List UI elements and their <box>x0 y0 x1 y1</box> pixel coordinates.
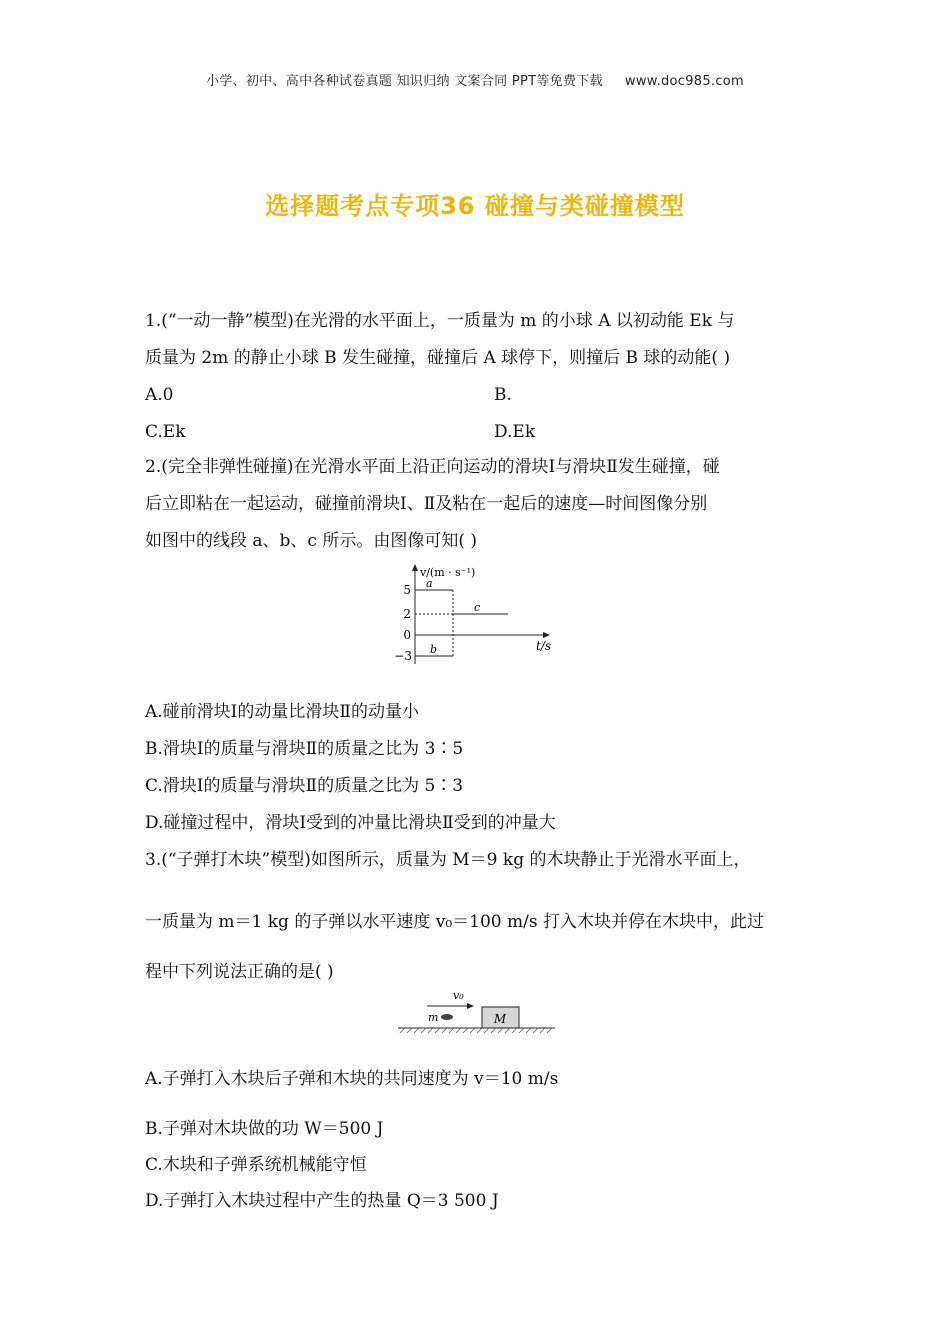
ground-hatch <box>400 1028 552 1033</box>
q3-option-c: C.木块和子弹系统机械能守恒 <box>145 1155 367 1175</box>
label-c: c <box>474 601 481 614</box>
q1-option-a: A.0 <box>145 385 174 405</box>
header-text: 小学、初中、高中各种试卷真题 知识归纳 文案合同 PPT等免费下载 <box>205 74 603 89</box>
bullet-mass-label: m <box>428 1011 439 1024</box>
header-site-link[interactable]: www.doc985.com <box>624 74 745 89</box>
q3-stem-line2: 一质量为 m＝1 kg 的子弹以水平速度 v₀＝100 m/s 打入木块并停在木块中，此过 <box>145 912 764 932</box>
q2-velocity-time-graph <box>390 562 570 672</box>
v0-label: v₀ <box>453 989 464 1002</box>
q3-bullet-block-figure <box>395 987 560 1037</box>
bullet <box>441 1014 453 1020</box>
block-mass-label: M <box>493 1012 507 1026</box>
q2-stem-line1: 2.(完全非弹性碰撞)在光滑水平面上沿正向运动的滑块Ⅰ与滑块Ⅱ发生碰撞，碰 <box>145 457 720 477</box>
q2-option-b: B.滑块Ⅰ的质量与滑块Ⅱ的质量之比为 3∶5 <box>145 739 464 759</box>
tick-2: 2 <box>403 607 411 621</box>
q3-option-d: D.子弹打入木块过程中产生的热量 Q＝3 500 J <box>145 1191 499 1211</box>
label-a: a <box>426 577 433 590</box>
q2-stem-line3: 如图中的线段 a、b、c 所示。由图像可知( ) <box>145 531 478 551</box>
q2-option-d: D.碰撞过程中，滑块Ⅰ受到的冲量比滑块Ⅱ受到的冲量大 <box>145 813 556 833</box>
y-axis-arrow <box>412 564 418 571</box>
q2-stem-line2: 后立即粘在一起运动，碰撞前滑块Ⅰ、Ⅱ及粘在一起后的速度—时间图像分别 <box>145 494 708 514</box>
q3-option-b: B.子弹对木块做的功 W＝500 J <box>145 1119 384 1139</box>
label-b: b <box>430 643 438 656</box>
q3-stem-line3: 程中下列说法正确的是( ) <box>145 962 334 982</box>
page-header <box>0 70 950 89</box>
q1-stem-line2: 质量为 2m 的静止小球 B 发生碰撞，碰撞后 A 球停下，则撞后 B 球的动能( ) <box>145 348 731 368</box>
y-axis-label: v/(m · s⁻¹) <box>420 566 476 579</box>
tick-5: 5 <box>403 583 411 597</box>
velocity-arrowhead <box>467 1003 474 1009</box>
q1-option-b: B. <box>494 385 512 405</box>
page-title: 选择题考点专项36 碰撞与类碰撞模型 <box>265 192 685 220</box>
x-axis-arrow <box>543 632 550 638</box>
tick-0: 0 <box>403 628 411 642</box>
tick-neg3: −3 <box>394 649 412 663</box>
q3-stem-line1: 3.(“子弹打木块”模型)如图所示，质量为 M＝9 kg 的木块静止于光滑水平面上， <box>145 850 751 870</box>
q1-option-c: C.Ek <box>145 422 186 442</box>
q1-stem-line1: 1.(“一动一静”模型)在光滑的水平面上，一质量为 m 的小球 A 以初动能 Ek 与 <box>145 311 735 331</box>
x-axis-label: t/s <box>536 639 552 653</box>
q2-option-a: A.碰前滑块Ⅰ的动量比滑块Ⅱ的动量小 <box>145 702 419 722</box>
q1-option-d: D.Ek <box>494 422 536 442</box>
q3-option-a: A.子弹打入木块后子弹和木块的共同速度为 v＝10 m/s <box>145 1069 559 1089</box>
q2-option-c: C.滑块Ⅰ的质量与滑块Ⅱ的质量之比为 5∶3 <box>145 776 464 796</box>
